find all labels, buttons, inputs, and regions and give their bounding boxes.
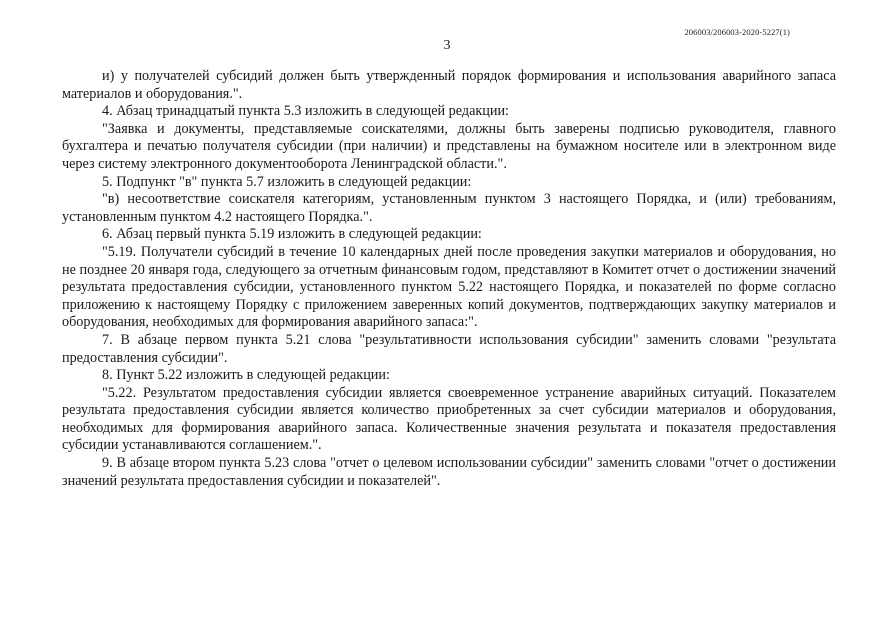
page-number: 3 xyxy=(443,38,451,53)
paragraph-quote-5-19: "5.19. Получатели субсидий в течение 10 календарных дней после проведения закупки материалов и оборудования, но не позднее 20 января года, следующего за отчетным финансовым годом, представляют в Комитет отчет о достижении значений результата предоставления субсидии, установленного пунктом 5.22 настоящего Порядка, и показателей по форме согласно приложению к настоящему Порядку с приложением заверенных копий документов, подтверждающих закупку материалов и оборудования, необходимых для формирования аварийного запаса:". xyxy=(62,243,836,331)
paragraph-5: 5. Подпункт "в" пункта 5.7 изложить в следующей редакции: xyxy=(102,173,472,190)
paragraph-7: 7. В абзаце первом пункта 5.21 слова "результативности использования субсидии" заменить словами "результата предоставления субсидии". xyxy=(62,331,836,366)
document-id: 206003/206003-2020-5227(1) xyxy=(684,27,790,37)
paragraph-quote-5-3: "Заявка и документы, представляемые соискателями, должны быть заверены подписью руководителя, главного бухгалтера и печатью получателя субсидии (при наличии) и представлены на бумажном носителе или в электронном виде через систему электронного документооборота Ленинградской области.". xyxy=(62,120,836,172)
paragraph-quote-5-22: "5.22. Результатом предоставления субсидии является своевременное устранение аварийных ситуаций. Показателем результата предоставления субсидии является количество приобретенных за счет субсидии материалов и оборудования, необходимых для формирования аварийного запаса. Количественные значения результата и показателя предоставления субсидии устанавливаются соглашением.". xyxy=(62,384,836,454)
paragraph-8: 8. Пункт 5.22 изложить в следующей редакции: xyxy=(102,367,390,384)
document-body xyxy=(62,68,836,490)
paragraph-quote-5-7: "в) несоответствие соискателя категориям, установленным пунктом 3 настоящего Порядка, и (или) требованиям, установленным пунктом 4.2 настоящего Порядка.". xyxy=(62,191,836,225)
paragraph-item-i: и) у получателей субсидий должен быть утвержденный порядок формирования и использования аварийного запаса материалов и оборудования.". xyxy=(62,68,836,102)
paragraph-9: 9. В абзаце втором пункта 5.23 слова "отчет о целевом использовании субсидии" заменить словами "отчет о достижении значений результата предоставления субсидии и показателей". xyxy=(62,455,836,489)
paragraph-4: 4. Абзац тринадцатый пункта 5.3 изложить в следующей редакции: xyxy=(102,103,509,120)
paragraph-6: 6. Абзац первый пункта 5.19 изложить в следующей редакции: xyxy=(102,226,482,243)
